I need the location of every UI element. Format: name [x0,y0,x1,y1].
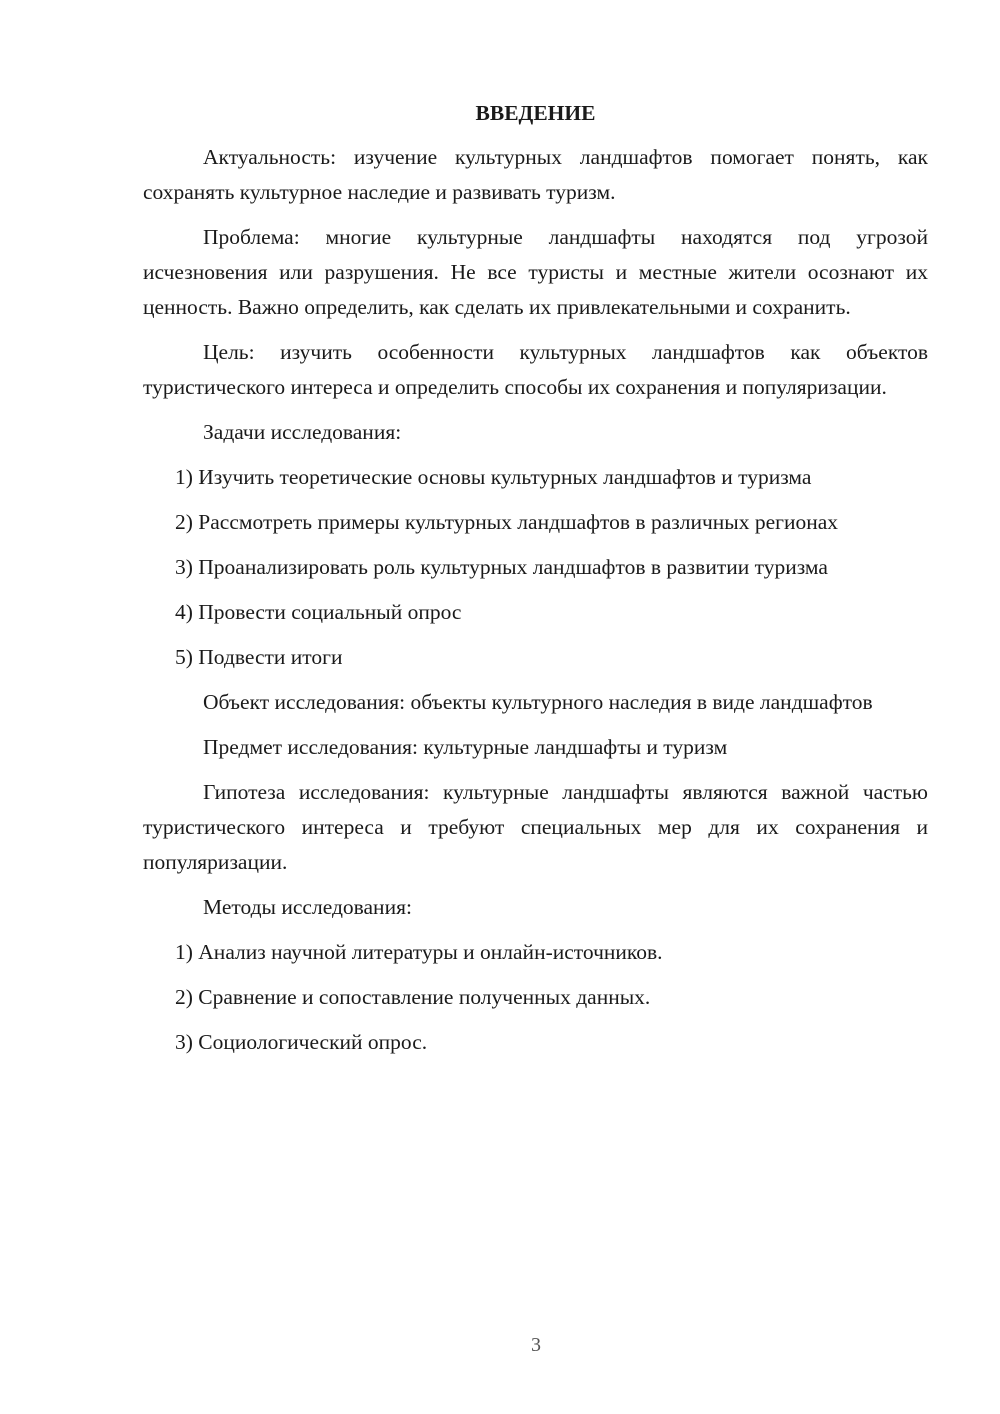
goal-paragraph: Цель: изучить особенности культурных ландшафтов как объектов туристического интереса и определить способы их сохранения и популяризации. [143,340,928,399]
object-paragraph: Объект исследования: объекты культурного наследия в виде ландшафтов [203,690,873,714]
task-item-4: 4) Провести социальный опрос [175,600,462,624]
task-item-5: 5) Подвести итоги [175,645,343,669]
task-item-1: 1) Изучить теоретические основы культурных ландшафтов и туризма [175,465,812,489]
document-body [143,96,928,1070]
method-item-2: 2) Сравнение и сопоставление полученных данных. [175,985,651,1009]
task-item-3: 3) Проанализировать роль культурных ландшафтов в развитии туризма [175,555,828,579]
tasks-heading: Задачи исследования: [203,420,402,444]
hypothesis-paragraph: Гипотеза исследования: культурные ландшафты являются важной частью туристического интереса и требуют специальных мер для их сохранения и популяризации. [143,780,928,874]
page-number: 3 [531,1334,541,1356]
subject-paragraph: Предмет исследования: культурные ландшафты и туризм [203,735,728,759]
method-item-1: 1) Анализ научной литературы и онлайн-источников. [175,940,663,964]
page-title: ВВЕДЕНИЕ [475,101,596,125]
problem-paragraph: Проблема: многие культурные ландшафты находятся под угрозой исчезновения или разрушения. Не все туристы и местные жители осознают их ценность. Важно определить, как сделать их привлекательными и сохранить. [143,225,928,319]
task-item-2: 2) Рассмотреть примеры культурных ландшафтов в различных регионах [175,510,839,534]
relevance-paragraph: Актуальность: изучение культурных ландшафтов помогает понять, как сохранять культурное наследие и развивать туризм. [143,145,928,204]
method-item-3: 3) Социологический опрос. [175,1030,428,1054]
methods-heading: Методы исследования: [203,895,412,919]
